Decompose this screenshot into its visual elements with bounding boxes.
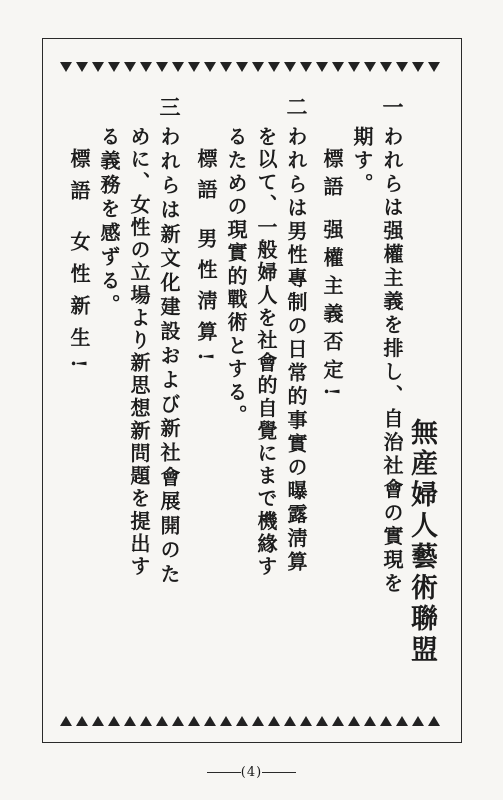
right-dash	[262, 772, 296, 773]
item-3-line-1: われらは新文化建設および新社會展開のた	[157, 126, 181, 588]
item-3-line-3: る義務を感ずる。	[97, 126, 121, 318]
item-3-slogan: 標語 女性新生!	[67, 148, 91, 380]
page-number: (4)	[240, 765, 263, 780]
item-2-line-3: るための現實的戰術とする。	[224, 126, 248, 428]
item-2-line-1: われらは男性專制の日常的事實の曝露淸算	[284, 126, 308, 575]
item-1-numeral: 一	[380, 96, 405, 117]
item-3-line-2: めに、女性の立場より新思想新問題を提出す	[127, 126, 151, 578]
triangle-border-top	[60, 62, 444, 74]
manifesto-title: 無産婦人藝術聯盟	[406, 418, 437, 666]
item-1-line-2: 期す。	[350, 126, 374, 197]
left-dash	[207, 772, 241, 773]
triangle-border-bottom	[60, 715, 444, 727]
page-number-footer	[0, 765, 503, 780]
item-1-line-1: われらは强權主義を排し、自治社會の實現を	[380, 126, 404, 596]
item-1-slogan: 標語 强權主義否定!	[320, 148, 344, 404]
item-3-numeral: 三	[157, 96, 182, 117]
item-2-slogan: 標語 男性淸算!	[194, 148, 218, 372]
item-2-line-2: を以て、一般婦人を社會的自覺にまで機緣す	[254, 126, 278, 578]
item-2-numeral: 二	[284, 96, 309, 117]
